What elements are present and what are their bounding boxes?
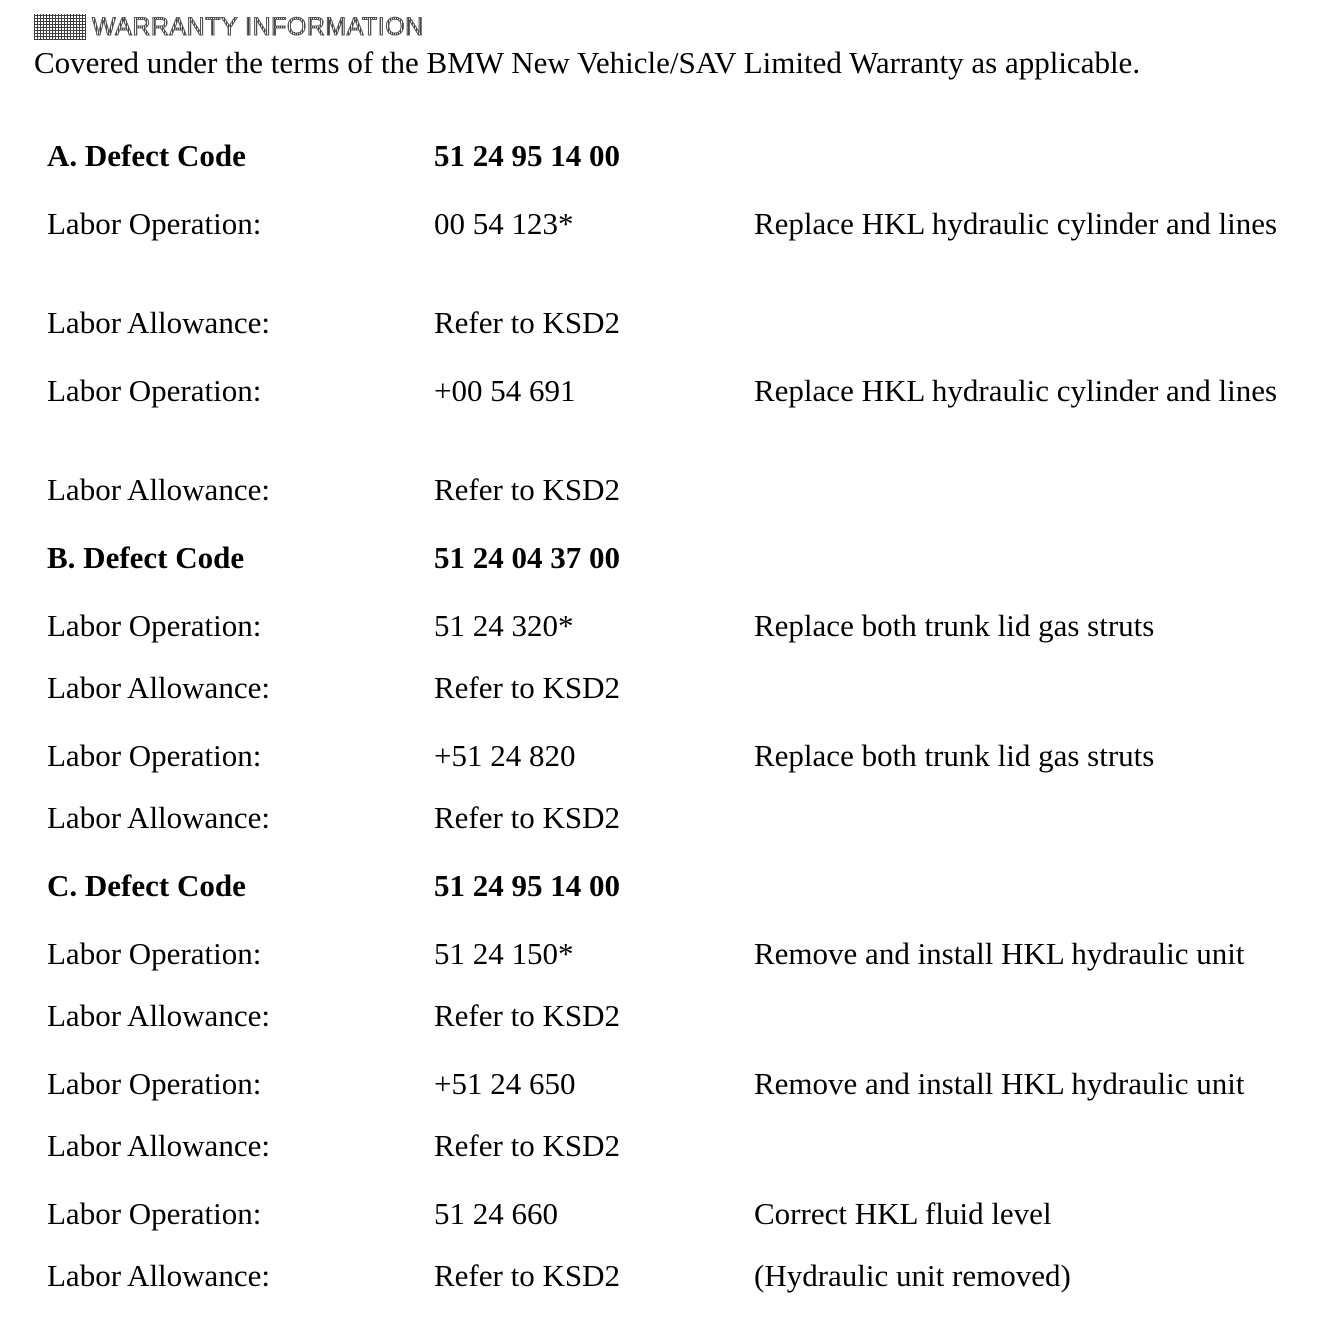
row-description: Remove and install HKL hydraulic unit	[754, 936, 1245, 971]
row-code: 51 24 95 14 00	[434, 868, 620, 903]
row-code: 51 24 04 37 00	[434, 540, 620, 575]
row-label: Labor Operation:	[47, 373, 262, 408]
row-label: Labor Allowance:	[47, 998, 270, 1033]
row-description: (Hydraulic unit removed)	[754, 1258, 1071, 1293]
row-label: Labor Operation:	[47, 206, 262, 241]
row-code: +00 54 691	[434, 373, 576, 408]
row-code: +51 24 820	[434, 738, 576, 773]
row-code: Refer to KSD2	[434, 305, 620, 340]
row-code: Refer to KSD2	[434, 800, 620, 835]
section-title: WARRANTY INFORMATION	[92, 12, 424, 41]
row-label: Labor Operation:	[47, 738, 262, 773]
row-code: Refer to KSD2	[434, 998, 620, 1033]
row-label: Labor Allowance:	[47, 305, 270, 340]
row-label: Labor Allowance:	[47, 1128, 270, 1163]
row-label: Labor Operation:	[47, 1196, 262, 1231]
row-description: Replace HKL hydraulic cylinder and lines	[754, 373, 1278, 408]
row-label: Labor Allowance:	[47, 800, 270, 835]
row-code: Refer to KSD2	[434, 1258, 620, 1293]
row-code: Refer to KSD2	[434, 670, 620, 705]
row-description: Replace HKL hydraulic cylinder and lines	[754, 206, 1278, 241]
row-code: +51 24 650	[434, 1066, 576, 1101]
row-label: Labor Operation:	[47, 936, 262, 971]
row-code: 51 24 150*	[434, 936, 574, 971]
row-code: 51 24 95 14 00	[434, 138, 620, 173]
row-label: A. Defect Code	[47, 138, 246, 173]
row-label: Labor Allowance:	[47, 670, 270, 705]
row-label: Labor Allowance:	[47, 1258, 270, 1293]
row-description: Replace both trunk lid gas struts	[754, 738, 1155, 773]
row-label: Labor Allowance:	[47, 472, 270, 507]
row-description: Replace both trunk lid gas struts	[754, 608, 1155, 643]
row-label: Labor Operation:	[47, 1066, 262, 1101]
row-label: B. Defect Code	[47, 540, 245, 575]
row-code: Refer to KSD2	[434, 472, 620, 507]
row-description: Remove and install HKL hydraulic unit	[754, 1066, 1245, 1101]
intro-text: Covered under the terms of the BMW New Vehicle/SAV Limited Warranty as applicable.	[34, 45, 1141, 80]
row-code: Refer to KSD2	[434, 1128, 620, 1163]
row-label: Labor Operation:	[47, 608, 262, 643]
row-description: Correct HKL fluid level	[754, 1196, 1052, 1231]
row-code: 51 24 660	[434, 1196, 558, 1231]
row-label: C. Defect Code	[47, 868, 246, 903]
row-code: 51 24 320*	[434, 608, 574, 643]
row-code: 00 54 123*	[434, 206, 574, 241]
